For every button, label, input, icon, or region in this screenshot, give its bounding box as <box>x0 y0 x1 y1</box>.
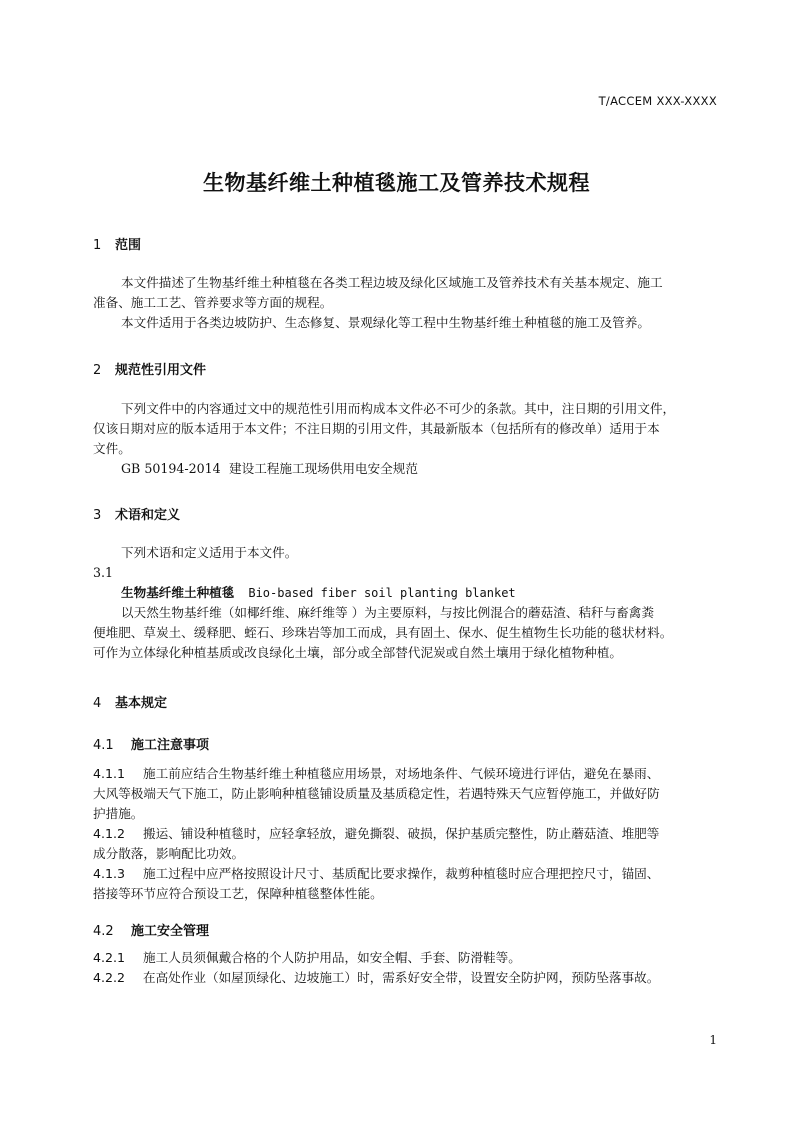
section-number: 1 <box>93 238 102 253</box>
section-title: 术语和定义 <box>115 508 181 523</box>
section-title: 基本规定 <box>115 696 168 711</box>
text-line: 文件。 <box>93 441 131 456</box>
section-title: 规范性引用文件 <box>115 363 207 378</box>
text-line: 护措施。 <box>93 806 144 821</box>
term-chinese: 生物基纤维土种植毯 <box>121 585 235 600</box>
section-3-heading <box>93 504 180 523</box>
text-line: 便堆肥、草炭土、缓释肥、蛭石、珍珠岩等加工而成，具有固土、保水、促生植物生长功能的毯状材料。 <box>93 625 673 640</box>
section-1-body <box>93 273 718 333</box>
clause-number: 4.2.2 <box>93 970 126 985</box>
section-number: 2 <box>93 363 102 378</box>
page-number: 1 <box>709 1033 717 1047</box>
section-4-heading <box>93 692 167 711</box>
clause-4-1-3 <box>93 864 718 884</box>
section-1-heading <box>93 234 141 253</box>
subsection-4-1-heading <box>93 734 209 753</box>
text-line: 成分散落，影响配比功效。 <box>93 846 245 861</box>
term-entry <box>93 583 718 603</box>
text-line: 准备、施工工艺、管养要求等方面的规程。 <box>93 295 333 310</box>
section-3-body <box>93 543 718 663</box>
clause-4-1-1 <box>93 764 718 784</box>
text-line: 本文件描述了生物基纤维土种植毯在各类工程边坡及绿化区域施工及管养技术有关基本规定、施工 <box>121 275 663 290</box>
clause-4-2-1 <box>93 948 718 968</box>
text-line: 本文件适用于各类边坡防护、生态修复、景观绿化等工程中生物基纤维土种植毯的施工及管养。 <box>121 315 650 330</box>
text-line: 大风等极端天气下施工，防止影响种植毯铺设质量及基质稳定性，若遇特殊天气应暂停施工，并做好防 <box>93 786 660 801</box>
section-number: 4 <box>93 696 102 711</box>
subsection-4-1-body <box>93 764 718 904</box>
subsection-number: 4.2 <box>93 924 114 939</box>
section-number: 3 <box>93 508 102 523</box>
clause-number: 3.1 <box>93 565 114 580</box>
text-line: 下列术语和定义适用于本文件。 <box>121 545 298 560</box>
text-line: 仅该日期对应的版本适用于本文件；不注日期的引用文件，其最新版本（包括所有的修改单）适用于本 <box>93 421 660 436</box>
section-title: 范围 <box>115 238 142 253</box>
clause-4-1-2 <box>93 824 718 844</box>
text-line: 可作为立体绿化种植基质或改良绿化土壤，部分或全部替代泥炭或自然土壤用于绿化植物种植。 <box>93 645 622 660</box>
reference-title: 建设工程施工现场供用电安全规范 <box>229 461 418 476</box>
clause-number: 4.2.1 <box>93 950 126 965</box>
text-line: 搬运、铺设种植毯时，应轻拿轻放，避免撕裂、破损，保护基质完整性，防止蘑菇渣、堆肥等 <box>143 826 660 841</box>
text-line: 在高处作业（如屋顶绿化、边坡施工）时，需系好安全带，设置安全防护网，预防坠落事故。 <box>143 970 660 985</box>
section-2-heading <box>93 359 206 378</box>
subsection-4-2-body <box>93 948 718 988</box>
document-title: 生物基纤维土种植毯施工及管养技术规程 <box>203 171 590 195</box>
clause-number: 4.1.1 <box>93 766 126 781</box>
subsection-number: 4.1 <box>93 738 114 753</box>
clause-4-2-2 <box>93 968 718 988</box>
term-english: Bio-based fiber soil planting blanket <box>248 586 516 600</box>
text-line: 施工人员须佩戴合格的个人防护用品，如安全帽、手套、防滑鞋等。 <box>143 950 521 965</box>
text-line: 下列文件中的内容通过文中的规范性引用而构成本文件必不可少的条款。其中，注日期的引用文件， <box>121 401 676 416</box>
subsection-4-2-heading <box>93 920 209 939</box>
reference-code: GB 50194-2014 <box>121 461 221 476</box>
standard-number: T/ACCEM XXX-XXXX <box>598 94 717 108</box>
text-line: 以天然生物基纤维（如椰纤维、麻纤维等 ）为主要原料，与按比例混合的蘑菇渣、秸秆与畜禽粪 <box>121 605 654 620</box>
text-line: 施工前应结合生物基纤维土种植毯应用场景，对场地条件、气候环境进行评估，避免在暴雨、 <box>143 766 660 781</box>
section-2-body <box>93 399 718 479</box>
clause-number: 4.1.3 <box>93 866 126 881</box>
text-line: 施工过程中应严格按照设计尺寸、基质配比要求操作，裁剪种植毯时应合理把控尺寸，锚固、 <box>143 866 660 881</box>
clause-number: 4.1.2 <box>93 826 126 841</box>
subsection-title: 施工安全管理 <box>131 924 210 939</box>
text-line: 搭接等环节应符合预设工艺，保障种植毯整体性能。 <box>93 886 383 901</box>
subsection-title: 施工注意事项 <box>131 738 210 753</box>
normative-reference <box>93 459 718 479</box>
